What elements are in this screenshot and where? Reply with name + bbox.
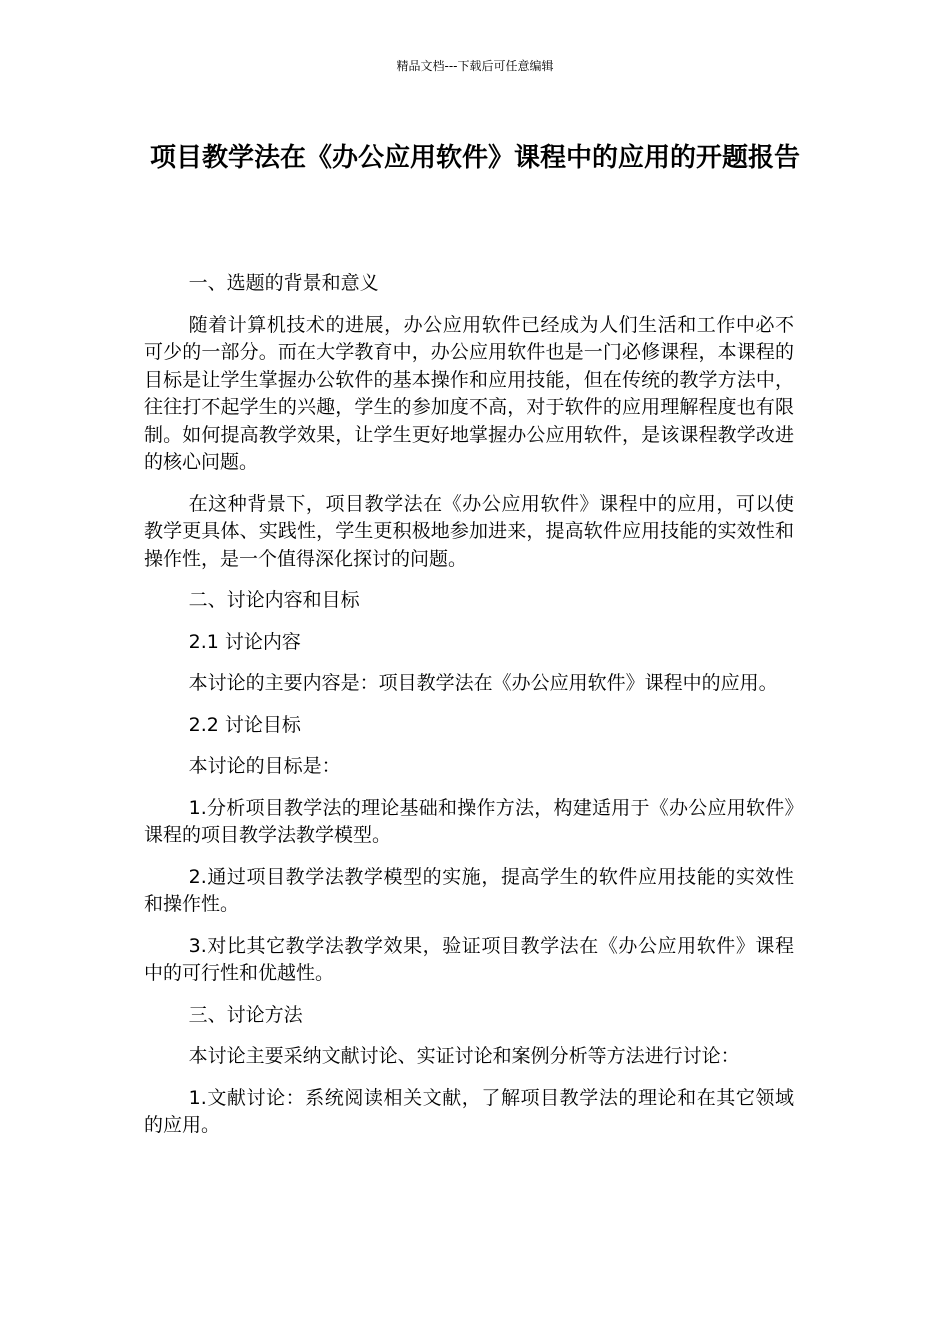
section-heading-content-goals: 二、讨论内容和目标 bbox=[188, 589, 360, 611]
paragraph-methods-intro: 本讨论主要采纳文献讨论、实证讨论和案例分析等方法进行讨论： bbox=[188, 1045, 740, 1067]
document-body bbox=[144, 270, 794, 1154]
subsection-heading-content: 2.1 讨论内容 bbox=[188, 630, 301, 653]
paragraph-background-2: 在这种背景下，项目教学法在《办公应用软件》课程中的应用，可以使教学更具体、实践性，学生更积极地参加进来，提高软件应用技能的实效性和操作性，是一个值得深化探讨的问题。 bbox=[144, 492, 794, 570]
paragraph-background-1: 随着计算机技术的进展，办公应用软件已经成为人们生活和工作中必不可少的一部分。而在大学教育中，办公应用软件也是一门必修课程，本课程的目标是让学生掌握办公软件的基本操作和应用技能，但在传统的教学方法中，往往打不起学生的兴趣，学生的参加度不高，对于软件的应用理解程度也有限制。如何提高教学效果，让学生更好地掌握办公应用软件，是该课程教学改进的核心问题。 bbox=[144, 313, 794, 473]
document-title: 项目教学法在《办公应用软件》课程中的应用的开题报告 bbox=[149, 143, 800, 173]
section-heading-background: 一、选题的背景和意义 bbox=[188, 272, 379, 294]
section-heading-methods: 三、讨论方法 bbox=[188, 1003, 303, 1026]
paragraph-content: 本讨论的主要内容是：项目教学法在《办公应用软件》课程中的应用。 bbox=[188, 672, 778, 694]
subsection-heading-goals: 2.2 讨论目标 bbox=[188, 713, 301, 736]
goal-item-3: 3.对比其它教学法教学效果，验证项目教学法在《办公应用软件》课程中的可行性和优越性。 bbox=[144, 934, 794, 984]
goal-item-2: 2.通过项目教学法教学模型的实施，提高学生的软件应用技能的实效性和操作性。 bbox=[144, 865, 794, 915]
paragraph-goals-intro: 本讨论的目标是： bbox=[188, 755, 341, 777]
method-item-1: 1.文献讨论：系统阅读相关文献，了解项目教学法的理论和在其它领域的应用。 bbox=[144, 1086, 794, 1136]
goal-item-1: 1.分析项目教学法的理论基础和操作方法，构建适用于《办公应用软件》课程的项目教学法教学模型。 bbox=[144, 796, 794, 846]
page-header-note: 精品文档---下载后可任意编辑 bbox=[396, 59, 554, 73]
